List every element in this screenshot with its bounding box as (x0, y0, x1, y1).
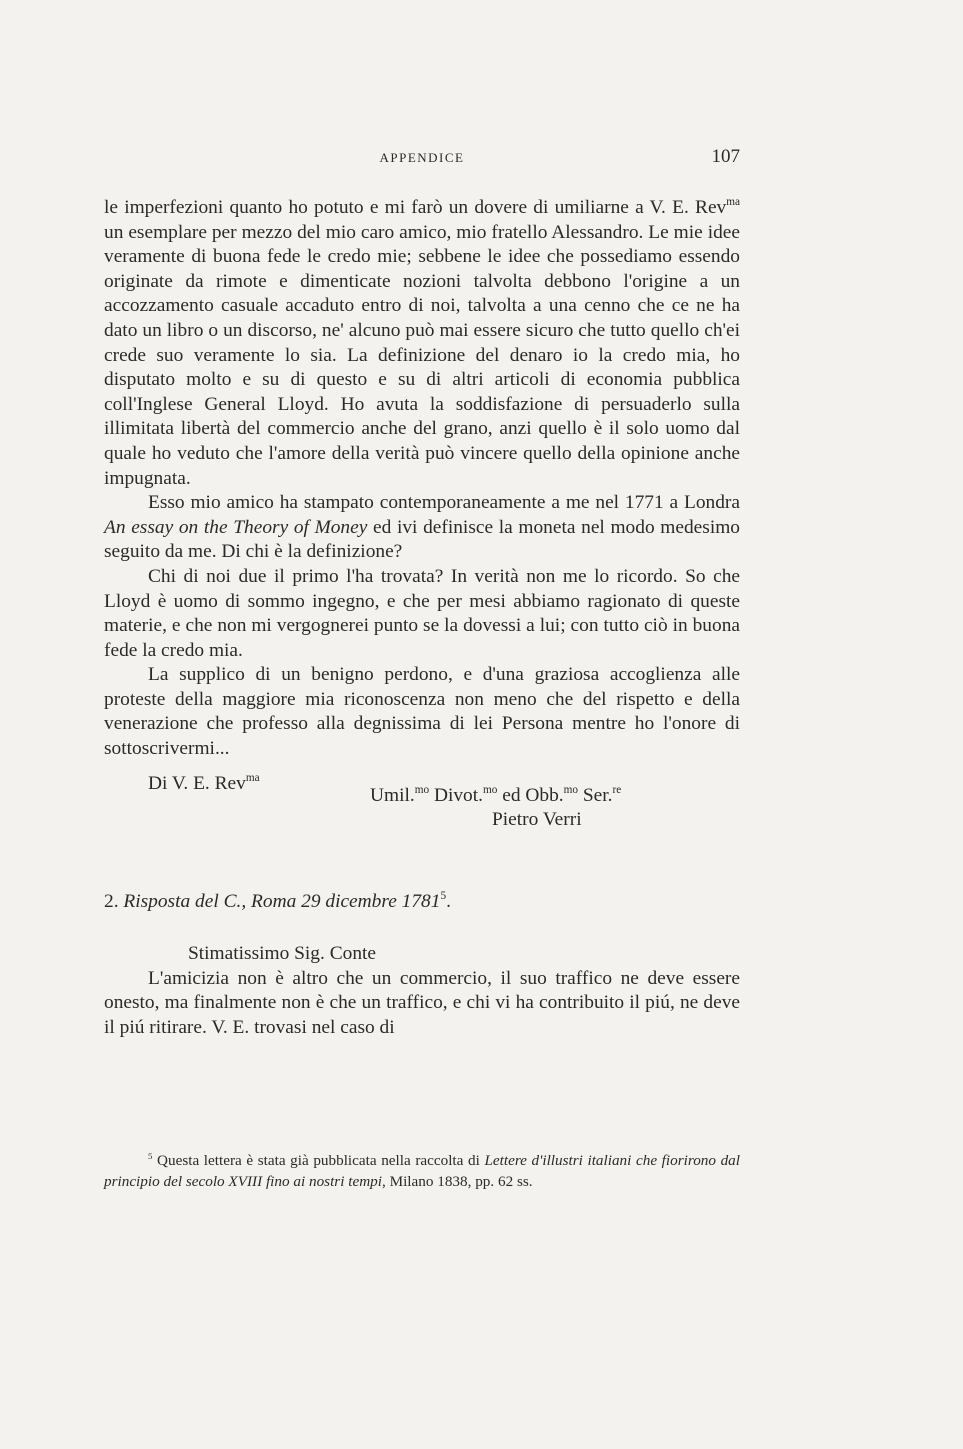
section-heading: 2. Risposta del C., Roma 29 dicembre 1781$^5$. (104, 889, 451, 912)
signature-name: Pietro Verri (492, 809, 582, 831)
book-title: An essay on the Theory of Money (104, 516, 368, 538)
paragraph-3: Chi di noi due il primo l'ha trovata? In verità non me lo ricordo. So che Lloyd è uomo di sommo ingegno, e che per mesi abbiamo ragionato di queste materie, e che non mi vergognerei punto se la dovessi a lui; con tutto ciò in buona fede la credo mia. (104, 565, 740, 661)
footnote-marker: 5 (148, 1150, 153, 1161)
signature-closing: Umil.$^{mo}$ Divot.$^{mo}$ ed Obb.$^{mo}$ Ser.$^{re}$ Pietro Verri (370, 784, 710, 833)
main-text (104, 196, 740, 1041)
footnote-title: Lettere d'illustri italiani che fiorirono dal principio del secolo XVIII fino ai nostri tempi (104, 1152, 740, 1190)
letter-salutation: Stimatissimo Sig. Conte (188, 943, 377, 965)
running-head: APPENDICE (379, 150, 465, 165)
signature-block (104, 772, 740, 832)
paragraph-2: Esso mio amico ha stampato contemporaneamente a me nel 1771 a Londra An essay on the Theory of Money ed ivi definisce la moneta nel modo medesimo seguito da me. Di chi è la definizione? (104, 492, 740, 563)
footnote-ref: 5 (440, 889, 447, 902)
page-header (104, 146, 740, 170)
paragraph-4: La supplico di un benigno perdono, e d'una graziosa accoglienza alle proteste della maggiore mia riconoscenza non meno che del rispetto e della venerazione che professo alla degnissima di lei Persona mentre ho l'onore di sottoscrivermi... (104, 664, 740, 760)
letter-body: L'amicizia non è altro che un commercio, il suo traffico ne deve essere onesto, ma finalmente non è che un traffico, e chi vi ha contribuito il piú, ne deve il piú ritirare. V. E. trovasi nel caso di (104, 967, 740, 1039)
footnote: $^5$ Questa lettera è stata già pubblicata nella raccolta di Lettere d'illustri italiani che fiorirono dal principio del secolo XVIII fino ai nostri tempi, Milano 1838, pp. 62 ss. (104, 1150, 740, 1190)
superscript: ma (726, 196, 740, 209)
paragraph-1: le imperfezioni quanto ho potuto e mi farò un dovere di umiliarne a V. E. Rev$^{ma}$ un esemplare per mezzo del mio caro amico, mio fratello Alessandro. Le mie idee veramente di buona fede le credo mie; sebbene le idee che possediamo essendo originate da rimote e dimenticate nozioni talvolta debbono l'origine a un accozzamento casuale accaduto entro di noi, talvolta a una cenno che ce ne ha dato un libro o un discorso, ne' alcuno può mai essere sicuro che tutto quello ch'ei crede suo veramente lo sia. La definizione del denaro io la credo mia, ho disputato molto e su di questo e su di altri articoli di economia pubblica coll'Inglese General Lloyd. Ho avuta la soddisfazione di persuaderlo sulla illimitata libertà del commercio anche del grano, anzi quello è il solo uomo dal quale ho veduto che l'amore della verità può vincere quello della opinione anche impugnata. (104, 196, 740, 489)
page-number: 107 (711, 146, 740, 167)
signature-address: Di V. E. Rev$^{ma}$ (148, 771, 260, 794)
